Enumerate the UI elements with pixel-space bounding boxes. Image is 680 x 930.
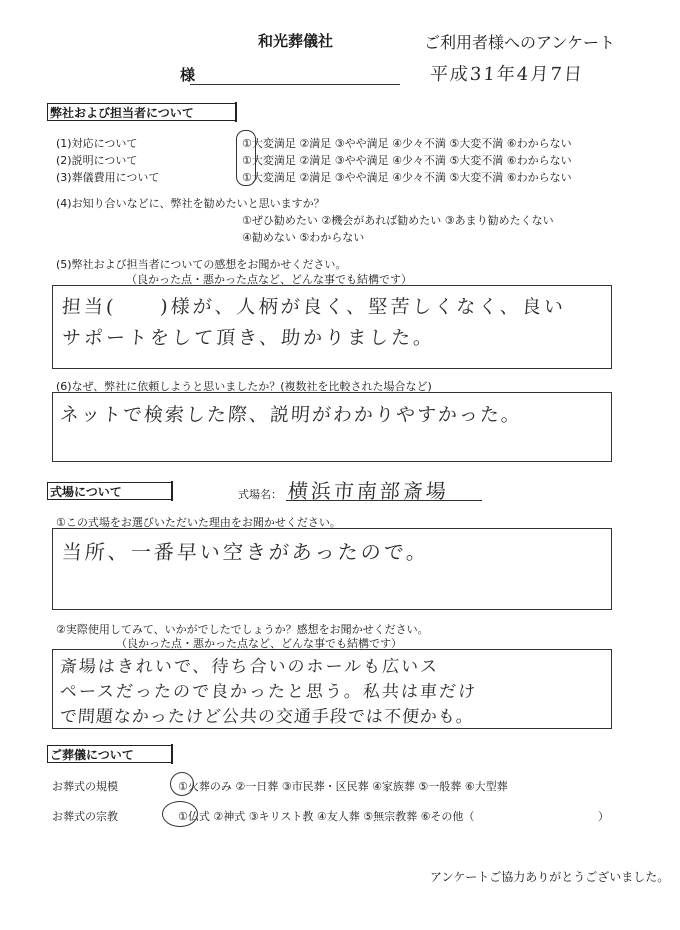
answer-circle-marks xyxy=(236,130,256,186)
q3-options: ①大変満足 ②満足 ③やや満足 ④少々不満 ⑤大変不満 ⑥わからない xyxy=(242,171,572,184)
q3-label: (3)葬儀費用について xyxy=(56,171,160,184)
scale-options: ①火葬のみ ②一日葬 ③市民葬・区民葬 ④家族葬 ⑤一般葬 ⑥大型葬 xyxy=(178,780,508,793)
venue-q2-label: ②実際使用してみて、いかがでしたでしょうか？感想をお聞かせください。 xyxy=(56,623,429,636)
religion-label: お葬式の宗教 xyxy=(52,810,118,823)
survey-title: ご利用者様へのアンケート xyxy=(424,33,616,52)
venue-q2-answer-line1: 斎場はきれいで、待ち合いのホールも広いス xyxy=(59,657,440,677)
company-name: 和光葬儀社 xyxy=(258,32,334,50)
religion-answer-circle xyxy=(162,801,198,827)
religion-options: ①仏式 ②神式 ③キリスト教 ④友人葬 ⑤無宗教葬 ⑥その他（ xyxy=(178,810,475,823)
q1-label: (1)対応について xyxy=(56,137,138,150)
venue-q2-answer-line2: ペースだったので良かったと思う。私共は車だけ xyxy=(59,682,478,702)
q5-sub: （良かった点・悪かった点など、どんな事でも結構です） xyxy=(126,273,412,286)
scale-answer-circle xyxy=(170,772,194,796)
religion-close-paren: ） xyxy=(598,810,609,823)
scale-label: お葬式の規模 xyxy=(52,780,118,793)
venue-q2-sub: （良かった点・悪かった点など、どんな事でも結構です） xyxy=(116,637,402,650)
q1-options: ①大変満足 ②満足 ③やや満足 ④少々不満 ⑤大変不満 ⑥わからない xyxy=(242,137,572,150)
q2-label: (2)説明について xyxy=(56,154,138,167)
q4-options-line1: ①ぜひ勧めたい ②機会があれば勧めたい ③あまり勧めたくない xyxy=(242,214,554,227)
q6-label: (6)なぜ、弊社に依頼しようと思いましたか？(複数社を比較された場合など) xyxy=(56,380,432,393)
venue-q1-label: ①この式場をお選びいただいた理由をお聞かせください。 xyxy=(56,516,341,529)
q5-answer-line1: 担当( )様が、人柄が良く、堅苦しくなく、良い xyxy=(61,296,567,318)
date-handwritten: 平成31年4月7日 xyxy=(429,64,585,85)
venue-q1-answer: 当所、一番早い空きがあったので。 xyxy=(61,540,431,564)
section-venue: 式場について xyxy=(47,482,173,500)
venue-underline xyxy=(286,500,482,501)
sama-label: 様 xyxy=(180,66,196,84)
q4-label: (4)お知り合いなどに、弊社を勧めたいと思いますか？ xyxy=(56,197,325,210)
name-underline xyxy=(190,84,400,85)
q2-options: ①大変満足 ②満足 ③やや満足 ④少々不満 ⑤大変不満 ⑥わからない xyxy=(242,154,572,167)
venue-name-handwritten: 横浜市南部斎場 xyxy=(287,479,450,503)
q5-label: (5)弊社および担当者についての感想をお聞かせください。 xyxy=(56,258,347,271)
venue-label: 式場名： xyxy=(238,488,282,501)
section-company-staff: 弊社および担当者について xyxy=(47,103,237,121)
footer-thanks: アンケートご協力ありがとうございました。 xyxy=(430,870,670,884)
q4-options-line2: ④勧めない ⑤わからない xyxy=(242,231,365,244)
venue-q2-answer-line3: で問題なかったけど公共の交通手段では不便かも。 xyxy=(59,707,475,727)
q6-answer: ネットで検索した際、説明がわかりやすかった。 xyxy=(59,404,523,426)
q5-answer-line2: サポートをして頂き、助かりました。 xyxy=(61,327,436,349)
section-funeral: ご葬儀について xyxy=(47,745,173,763)
